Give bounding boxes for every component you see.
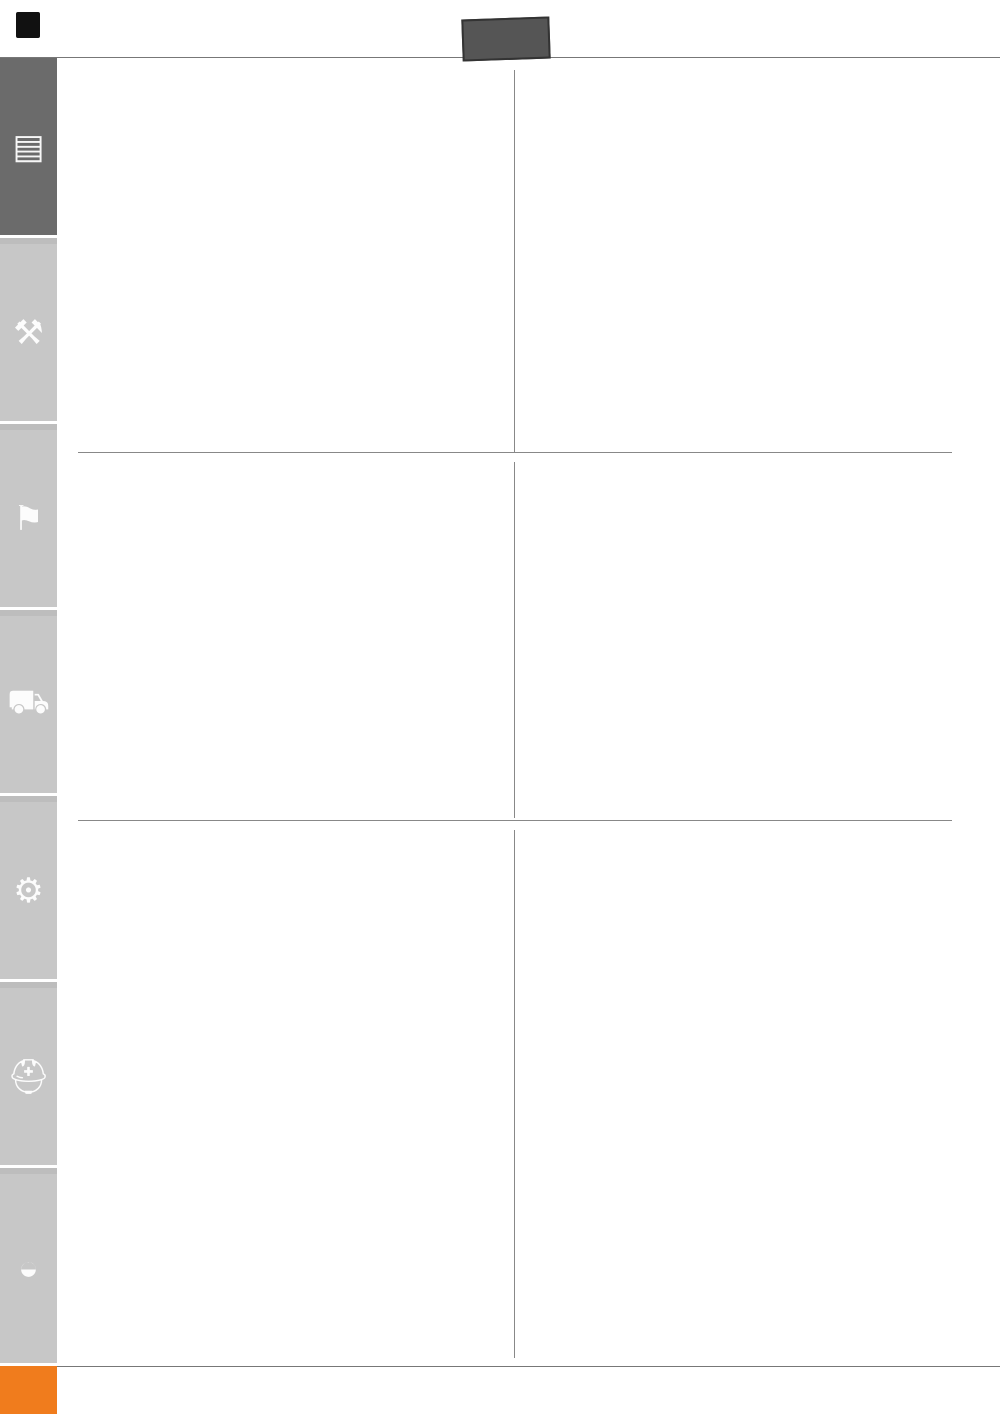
- sidebar-tab-power-tools[interactable]: [0, 802, 57, 982]
- cap-icon: ◒: [18, 1249, 39, 1287]
- toolbox-icon: ⚑: [13, 499, 44, 538]
- wrench-icon: ⚒: [13, 313, 44, 352]
- page-header: [0, 0, 1000, 58]
- sidebar-tab-tool-cabinets[interactable]: [0, 58, 57, 238]
- logo-line: [467, 20, 543, 23]
- logo-line: [467, 20, 543, 23]
- page-number: [0, 1366, 57, 1414]
- logo-line: [467, 20, 543, 23]
- sidebar-tab-apparel[interactable]: [0, 1174, 57, 1366]
- drill-icon: ⚙: [13, 871, 44, 910]
- sidebar-tab-wrenches[interactable]: [0, 244, 57, 424]
- sidebar-tab-automotive[interactable]: [0, 616, 57, 796]
- sidebar-tab-safety[interactable]: [0, 988, 57, 1168]
- brand-mark-icon: [16, 12, 40, 38]
- column-divider: [514, 70, 515, 452]
- car-icon: ⛟: [7, 682, 50, 721]
- footer-divider: [57, 1366, 1000, 1367]
- workwear-icon: ⛑: [6, 1057, 51, 1096]
- column-divider: [514, 462, 515, 818]
- column-divider: [514, 830, 515, 1358]
- category-sidebar: [0, 58, 57, 1366]
- sidebar-tab-toolboxes[interactable]: [0, 430, 57, 610]
- row-divider: [78, 452, 952, 453]
- brand-logo: [16, 12, 44, 38]
- tool-cabinet-icon: ▤: [12, 127, 45, 166]
- row-divider: [78, 820, 952, 821]
- soft-module-system-logo: [461, 16, 550, 61]
